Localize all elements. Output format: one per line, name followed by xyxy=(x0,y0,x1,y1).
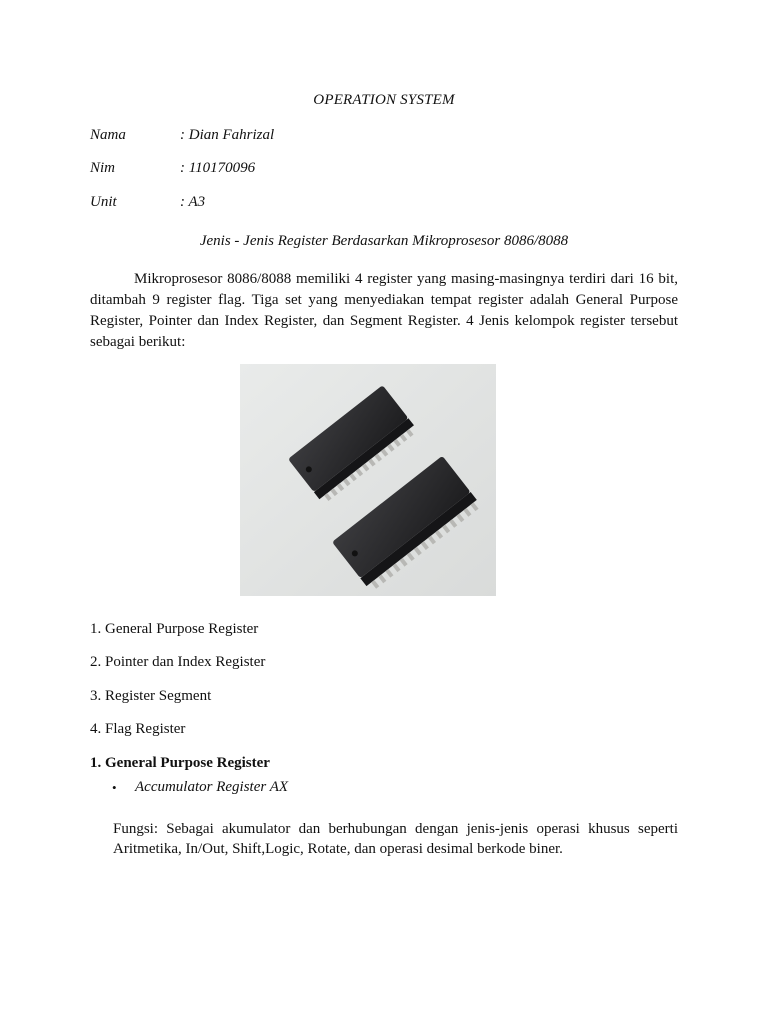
list-item-2: 2. Pointer dan Index Register xyxy=(90,654,266,670)
meta-value-nim: : 110170096 xyxy=(180,160,256,176)
list-item-1: 1. General Purpose Register xyxy=(90,621,259,637)
list-item-4: 4. Flag Register xyxy=(90,721,186,737)
ic-chips-photo xyxy=(240,364,496,596)
bullet-marker: • xyxy=(112,780,117,795)
bullet-item-text: Accumulator Register AX xyxy=(135,779,289,795)
document-title: OPERATION SYSTEM xyxy=(313,92,455,108)
list-item-3: 3. Register Segment xyxy=(90,688,212,704)
meta-value-nama: : Dian Fahrizal xyxy=(180,127,275,143)
meta-label-nim: Nim xyxy=(90,160,116,176)
fungsi-paragraph: Fungsi: Sebagai akumulator dan berhubungan dengan jenis-jenis operasi khusus seperti Aritmetika, In/Out, Shift,Logic, Rotate, dan operasi desimal berkode biner. xyxy=(113,821,678,857)
document-subtitle: Jenis - Jenis Register Berdasarkan Mikroprosesor 8086/8088 xyxy=(199,233,569,249)
intro-paragraph: Mikroprosesor 8086/8088 memiliki 4 register yang masing-masingnya terdiri dari 16 bit, ditambah 9 register flag. Tiga set yang menyediakan tempat register adalah General Purpose Register, Pointer dan Index Register, dan Segment Register. 4 Jenis kelompok register tersebut sebagai berikut: xyxy=(90,271,678,350)
meta-label-unit: Unit xyxy=(90,194,117,210)
meta-value-unit: : A3 xyxy=(180,194,206,210)
meta-label-nama: Nama xyxy=(90,127,126,143)
section-heading: 1. General Purpose Register xyxy=(90,755,270,771)
